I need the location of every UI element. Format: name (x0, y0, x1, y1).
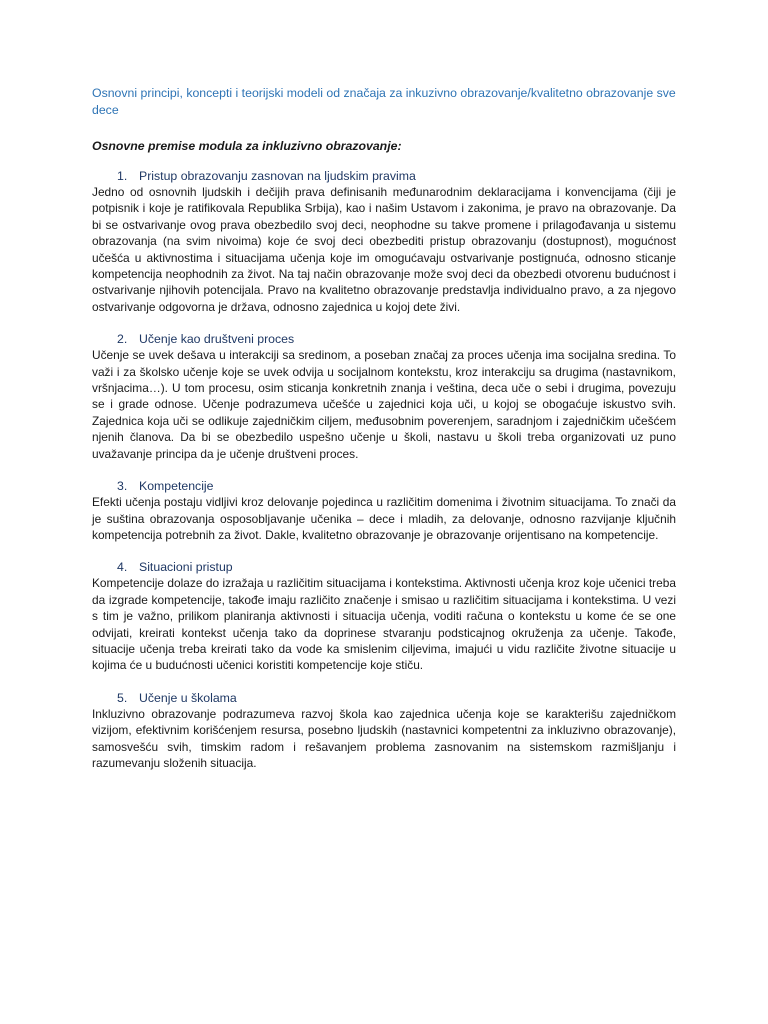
section-body: Inkluzivno obrazovanje podrazumeva razvoj škola kao zajednica učenja koje se karakterišu zajedničkom vizijom, efektivnim korišćenjem resursa, posebno ljudskih (nastavnici kompetentni za inkluzivno obrazovanje), samosvešću svih, timskim radom i rešavanjem problema zasnovanim na sistemskom razmišljanju i razumevanju složenih situacija. (92, 706, 676, 770)
section-heading (92, 559, 676, 575)
section-number: 2. (117, 332, 128, 347)
section-heading-text: Situacioni pristup (139, 560, 233, 575)
section-heading (92, 168, 676, 184)
section-number: 4. (117, 560, 128, 575)
section-heading-text: Kompetencije (139, 479, 214, 494)
section-heading-text: Učenje kao društveni proces (139, 332, 295, 347)
section-social-learning (92, 331, 676, 462)
section-heading (92, 690, 676, 706)
document-title: Osnovni principi, koncepti i teorijski modeli od značaja za inkuzivno obrazovanje/kvalitetno obrazovanje sve dece (92, 86, 676, 117)
section-competencies (92, 478, 676, 543)
document-subtitle: Osnovne premise modula za inkluzivno obrazovanje: (92, 139, 402, 153)
section-number: 3. (117, 479, 128, 494)
section-heading-text: Pristup obrazovanju zasnovan na ljudskim pravima (139, 169, 416, 183)
section-body: Kompetencije dolaze do izražaja u različitim situacijama i kontekstima. Aktivnosti učenja kroz koje učenici treba da izgrade kompetencije, takođe imaju različito značenje i smisao u različitim situacijama i kontekstima. U vezi s tim je važno, prilikom planiranja aktivnosti i situacija učenja, voditi računa o kontekstu u kome će se one odvijati, kreirati kontekst učenja tako da doprinese stvaranju podsticajnog okruženja za učenje. Takođe, situacije učenja treba kreirati tako da vode ka smislenim ciljevima, imajući u vidu različite životne situacije u kojima će u budućnosti učenici koristiti kompetencije koje stiču. (92, 576, 676, 673)
section-body: Jedno od osnovnih ljudskih i dečijih prava definisanih međunarodnim deklaracijama i konvencijama (čiji je potpisnik i koje je ratifikovala Republika Srbija), kao i našim Ustavom i zakonima, je pravo na obrazovanje. Da bi se ostvarivanje ovog prava obezbedilo svoj deci, neophodne su takve promene i prilagođavanja u sistemu obrazovanja (na svim nivoima) koje će svoj deci obezbediti pristup obrazovanju (dostupnost), mogućnost učešća u aktivnostima i situacijama učenja koje im omogućavaju ostvarivanje postignuća, odnosno sticanje kompetencija neophodnih za život. Na taj način obrazovanje može svoj deci da obezbedi otvorenu budućnost i ostvarivanje njihovih potencijala. Pravo na kvalitetno obrazovanje predstavlja individualno pravo, a za njegovo ostvarivanje odgovorna je država, odnosno zajednica u kojoj dete živi. (92, 185, 676, 314)
section-heading-text: Učenje u školama (139, 690, 237, 705)
section-body: Učenje se uvek dešava u interakciji sa sredinom, a poseban značaj za proces učenja ima socijalna sredina. To važi i za školsko učenje koje se uvek odvija u socijalnom kontekstu, kroz interakciju sa drugima (nastavnikom, vršnjacima…). U tom procesu, osim sticanja konkretnih znanja i veština, deca uče o sebi i drugima, povezuju se i grade odnose. Učenje podrazumeva učešće u zajednici koja uči, u kojoj se obogaćuje iskustvo svih. Zajednica koja uči se odlikuje zajedničkim ciljem, međusobnim poverenjem, saradnjom i zajedničkim učešćem njenih članova. Da bi se obezbedilo uspešno učenje u školi, nastavu u školi treba organizovati uz puno uvažavanje principa da je učenje društveni proces. (92, 348, 676, 461)
section-number: 1. (117, 169, 128, 183)
section-learning-in-schools (92, 690, 676, 772)
section-situational-approach (92, 559, 676, 673)
section-heading (92, 478, 676, 494)
section-heading (92, 331, 676, 347)
section-body: Efekti učenja postaju vidljivi kroz delovanje pojedinca u različitim domenima i životnim situacijama. To znači da je suština obrazovanja osposobljavanje učenika – dece i mladih, za delovanje, odnosno razvijanje ključnih kompetencija potrebnih za život. Dakle, kvalitetno obrazovanje je obrazovanje orijentisano na kompetencije. (92, 495, 676, 542)
section-number: 5. (117, 690, 128, 705)
section-human-rights (92, 168, 676, 315)
